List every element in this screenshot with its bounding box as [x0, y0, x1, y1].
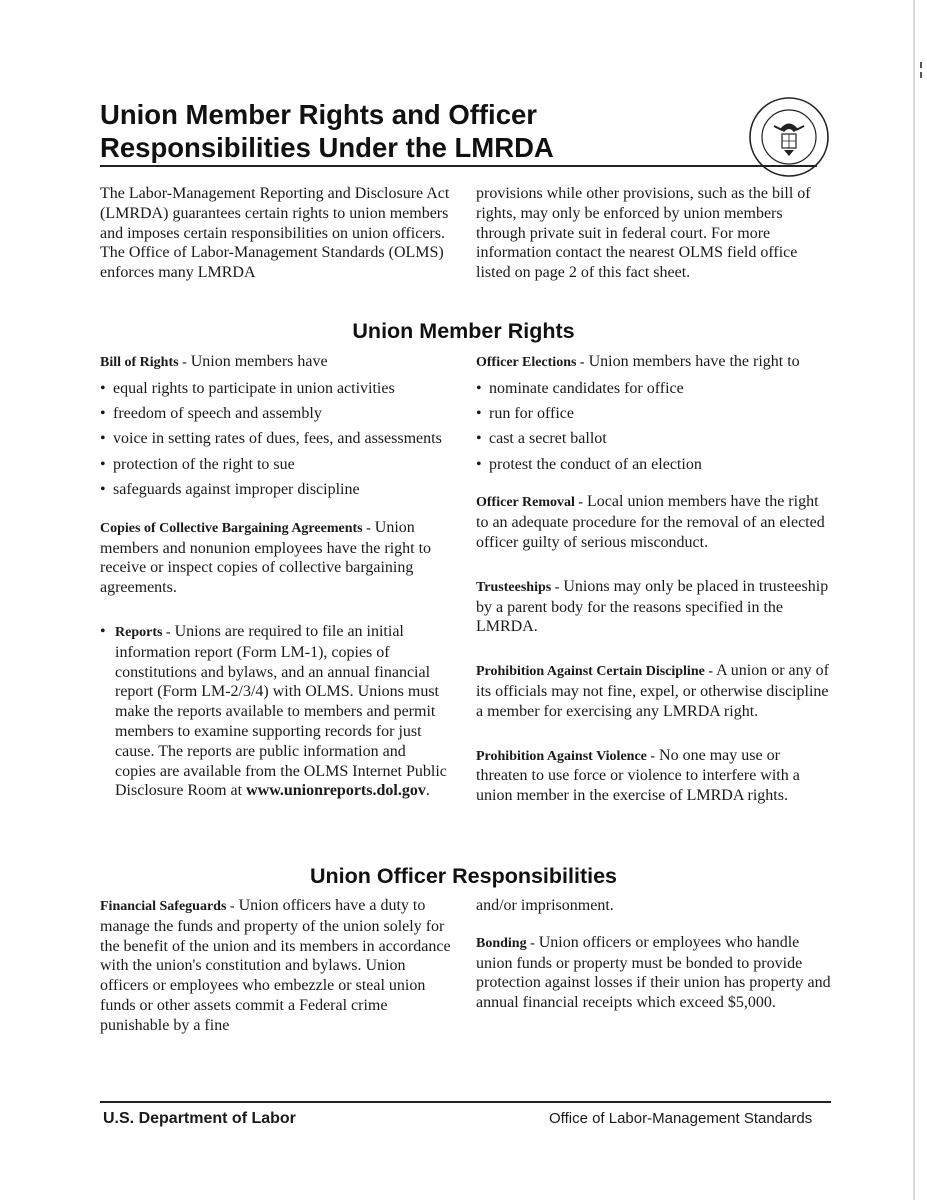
section-heading-officer-responsibilities: Union Officer Responsibilities [309, 864, 617, 888]
scan-edge-line [913, 0, 915, 1200]
prohibition-discipline-text: A union or any of its officials may not fine, expel, or otherwise discipline a member for exercising any LMRDA right. [476, 662, 829, 720]
member-rights-left-column [100, 352, 460, 801]
copies-agreements-text: Union members and nonunion employees have the right to receive or inspect copies of collective bargaining agreements. [100, 518, 432, 597]
page-title-line-1: Union Member Rights and Officer [100, 99, 537, 130]
footer-department: U.S. Department of Labor [103, 1110, 296, 1127]
intro-left-text: The Labor-Management Reporting and Disclosure Act (LMRDA) guarantees certain rights to union members and imposes certain responsibilities on union officers. The Office of Labor-Management Standards (OLMS) enforces many LMRDA [100, 185, 450, 282]
unionreports-link[interactable]: www.unionreports.dol.gov [246, 782, 426, 800]
list-item: • safeguards against improper discipline [100, 480, 460, 500]
officer-elections-intro [476, 352, 834, 373]
prohibition-discipline-paragraph [476, 661, 834, 721]
reports-lead: Reports - [115, 624, 171, 640]
officer-elections-lead: Officer Elections - [476, 355, 585, 370]
intro-left-column [100, 184, 458, 283]
reports-url-suffix: . [425, 782, 430, 800]
list-item: • protection of the right to sue [100, 455, 460, 475]
trusteeships-lead: Trusteeships - [476, 579, 560, 595]
list-item: • freedom of speech and assembly [100, 404, 460, 424]
financial-safeguards-continued: and/or imprisonment. [476, 897, 614, 914]
officer-elections-list [476, 379, 834, 475]
bonding-lead: Bonding - [476, 935, 535, 951]
list-item: • cast a secret ballot [476, 429, 834, 449]
member-rights-right-column [476, 352, 834, 806]
reports-paragraph [100, 622, 450, 801]
page-title-line-2: Responsibilities Under the LMRDA [100, 132, 554, 163]
scan-edge-tick [920, 62, 922, 68]
officer-removal-text: Local union members have the right to an adequate procedure for the removal of an elected officer guilty of serious misconduct. [476, 493, 825, 552]
bill-of-rights-list [100, 379, 460, 500]
financial-safeguards-lead: Financial Safeguards - [100, 899, 235, 914]
prohibition-violence-text: No one may use or threaten to use force or violence to interfere with a union member in the exercise of LMRDA rights. [476, 746, 800, 805]
copies-agreements-lead: Copies of Collective Bargaining Agreements - [100, 520, 371, 536]
prohibition-violence-paragraph [476, 746, 834, 806]
officer-elections-text: Union members have the right to [588, 353, 800, 370]
page-title [100, 98, 554, 164]
bill-of-rights-lead: Bill of Rights - [100, 355, 187, 370]
list-item: • run for office [476, 404, 834, 424]
intro-right-text: provisions while other provisions, such as the bill of rights, may only be enforced by union members through private suit in federal court. For more information contact the nearest OLMS field office listed on page 2 of this fact sheet. [476, 185, 811, 282]
title-divider [100, 165, 817, 167]
officer-removal-lead: Officer Removal - [476, 495, 584, 511]
section-heading-member-rights: Union Member Rights [352, 319, 575, 343]
scan-edge-tick [920, 72, 922, 78]
trusteeships-paragraph [476, 577, 834, 637]
list-item: • nominate candidates for office [476, 379, 834, 399]
intro-right-column [476, 184, 831, 283]
footer-office: Office of Labor-Management Standards [549, 1110, 813, 1127]
bonding-text: Union officers or employees who handle union funds or property must be bonded to provide protection against losses if their union has property and annual financial receipts which exceed $5,000. [476, 933, 831, 1012]
copies-agreements-paragraph [100, 518, 460, 598]
financial-safeguards-text: Union officers have a duty to manage the funds and property of the union solely for the benefit of the union and its members in accordance with the union's constitution and bylaws. Union officers or employees who embezzle or steal union funds or other assets commit a Federal crime punishable by a fine [100, 897, 451, 1034]
bonding-paragraph [476, 933, 834, 1013]
reports-text: Unions are required to file an initial information report (Form LM-1), copies of constitutions and bylaws, and an annual financial report (Form LM-2/3/4) with OLMS. Unions must make the reports available to members and permit members to examine supporting records for just cause. The reports are public information and copies are available from the OLMS Internet Public Disclosure Room at [115, 622, 447, 800]
trusteeships-text: Unions may only be placed in trusteeship by a parent body for the reasons specified in the LMRDA. [476, 577, 829, 636]
prohibition-violence-lead: Prohibition Against Violence - [476, 748, 656, 764]
financial-safeguards-paragraph [100, 896, 452, 1036]
bill-of-rights-text: Union members have [190, 353, 328, 370]
footer-divider [100, 1101, 831, 1103]
officer-removal-paragraph [476, 492, 834, 552]
bill-of-rights-intro [100, 352, 460, 373]
list-item: • voice in setting rates of dues, fees, and assessments [100, 429, 460, 449]
list-item: • protest the conduct of an election [476, 455, 834, 475]
officer-right-column [476, 896, 834, 1013]
officer-left-column [100, 896, 452, 1036]
list-item: • equal rights to participate in union activities [100, 379, 460, 399]
prohibition-discipline-lead: Prohibition Against Certain Discipline - [476, 664, 713, 680]
